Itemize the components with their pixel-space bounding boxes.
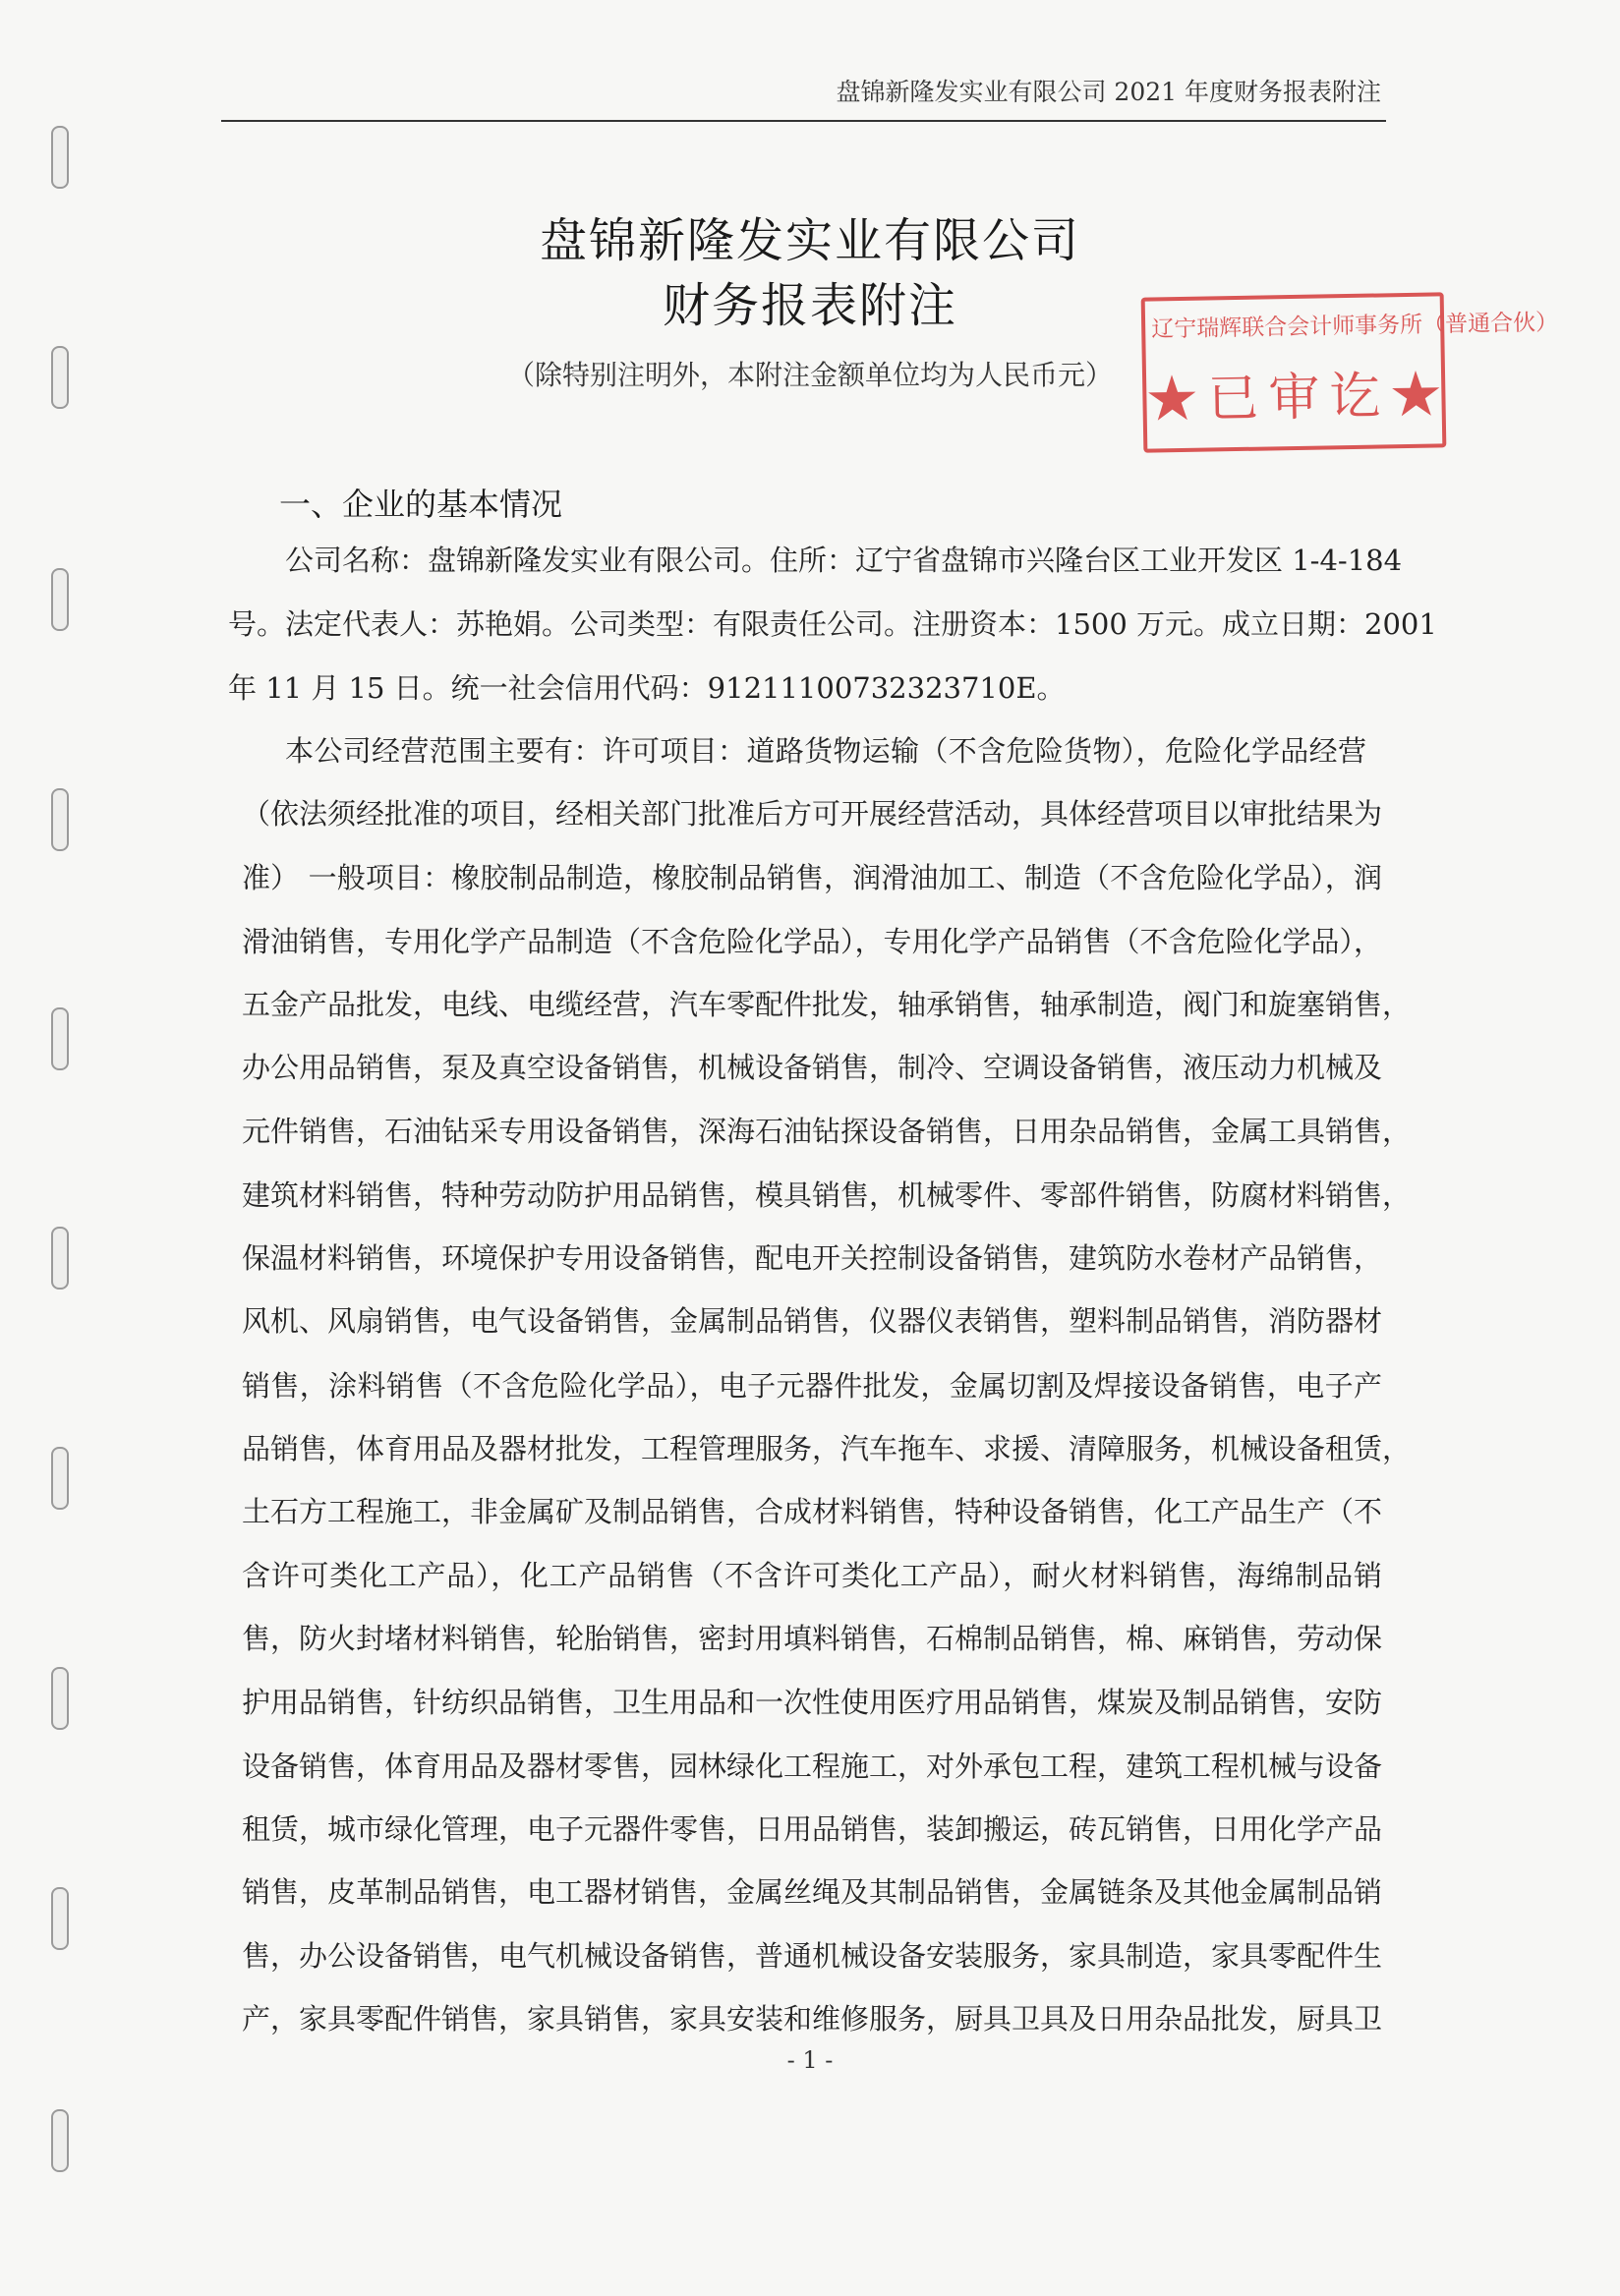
binding-hole (51, 1007, 69, 1070)
paragraph-line: 设备销售，体育用品及器材零售，园林绿化工程施工，对外承包工程，建筑工程机械与设备 (242, 1750, 1383, 1783)
paragraph-line: 售，办公设备销售，电气机械设备销售，普通机械设备安装服务，家具制造，家具零配件生 (242, 1939, 1383, 1973)
binding-hole (51, 126, 69, 189)
paragraph-line: 品销售，体育用品及器材批发，工程管理服务，汽车拖车、求援、清障服务，机械设备租赁， (242, 1432, 1412, 1465)
paragraph-line: 风机、风扇销售，电气设备销售，金属制品销售，仪器仪表销售，塑料制品销售，消防器材 (242, 1304, 1383, 1338)
paragraph-line: 滑油销售，专用化学产品制造（不含危险化学品），专用化学产品销售（不含危险化学品）， (242, 925, 1383, 958)
binding-hole (51, 1227, 69, 1290)
binding-hole (51, 2109, 69, 2172)
paragraph-line: 准） 一般项目：橡胶制品制造，橡胶制品销售，润滑油加工、制造（不含危险化学品），润 (242, 861, 1382, 894)
document-subtitle: 财务报表附注 (662, 278, 957, 333)
binding-hole (51, 788, 69, 851)
document-title: 盘锦新隆发实业有限公司 (539, 213, 1080, 268)
paragraph-line: 元件销售，石油钻采专用设备销售，深海石油钻探设备销售，日用杂品销售，金属工具销售， (242, 1115, 1412, 1148)
seal-firm-name: 辽宁瑞辉联合会计师事务所（普通合伙） (1150, 310, 1559, 343)
currency-note: （除特别注明外，本附注金额单位均为人民币元） (506, 359, 1113, 391)
paragraph-line: 保温材料销售，环境保护专用设备销售，配电开关控制设备销售，建筑防水卷材产品销售， (242, 1241, 1383, 1275)
binding-hole (51, 1887, 69, 1950)
paragraph-line: 产，家具零配件销售，家具销售，家具安装和维修服务，厨具卫具及日用杂品批发，厨具卫 (242, 2002, 1383, 2036)
paragraph-line: 售，防火封堵材料销售，轮胎销售，密封用填料销售，石棉制品销售，棉、麻销售，劳动保 (242, 1622, 1383, 1655)
seal-audited-text: ★已审讫★ (1145, 366, 1452, 430)
page-number: - 1 - (786, 2046, 834, 2074)
paragraph-line: 公司名称：盘锦新隆发实业有限公司。住所：辽宁省盘锦市兴隆台区工业开发区 1-4-184 (285, 544, 1403, 577)
paragraph-line: 含许可类化工产品），化工产品销售（不含许可类化工产品），耐火材料销售，海绵制品销 (242, 1559, 1382, 1592)
header-rule (221, 120, 1386, 122)
paragraph-line: 护用品销售，针纺织品销售，卫生用品和一次性使用医疗用品销售，煤炭及制品销售，安防 (242, 1686, 1383, 1719)
paragraph-line: 土石方工程施工，非金属矿及制品销售，合成材料销售，特种设备销售，化工产品生产（不 (242, 1495, 1383, 1528)
paragraph-line: （依法须经批准的项目，经相关部门批准后方可开展经营活动，具体经营项目以审批结果为 (242, 797, 1383, 831)
paragraph-line: 号。法定代表人：苏艳娟。公司类型：有限责任公司。注册资本：1500 万元。成立日期：2001 (228, 607, 1437, 641)
section-heading: 一、企业的基本情况 (279, 486, 563, 523)
paragraph-line: 销售，皮革制品销售，电工器材销售，金属丝绳及其制品销售，金属链条及其他金属制品销 (242, 1875, 1383, 1909)
paragraph-line: 建筑材料销售，特种劳动防护用品销售，模具销售，机械零件、零部件销售，防腐材料销售， (242, 1178, 1412, 1212)
paragraph-line: 销售，涂料销售（不含危险化学品），电子元器件批发，金属切割及焊接设备销售，电子产 (242, 1369, 1382, 1403)
paragraph-line: 租赁，城市绿化管理，电子元器件零售，日用品销售，装卸搬运，砖瓦销售，日用化学产品 (242, 1812, 1383, 1846)
binding-hole (51, 568, 69, 631)
paragraph-line: 办公用品销售，泵及真空设备销售，机械设备销售，制冷、空调设备销售，液压动力机械及 (242, 1051, 1383, 1084)
paragraph-line: 本公司经营范围主要有：许可项目：道路货物运输（不含危险货物），危险化学品经营 (285, 734, 1366, 768)
paragraph-line: 年 11 月 15 日。统一社会信用代码：91211100732323710E。 (228, 671, 1066, 705)
paragraph-line: 五金产品批发，电线、电缆经营，汽车零配件批发，轴承销售，轴承制造，阀门和旋塞销售， (242, 988, 1412, 1021)
binding-hole (51, 1667, 69, 1730)
audit-seal (1141, 292, 1559, 452)
running-header: 盘锦新隆发实业有限公司 2021 年度财务报表附注 (836, 78, 1381, 106)
binding-hole (51, 1447, 69, 1510)
